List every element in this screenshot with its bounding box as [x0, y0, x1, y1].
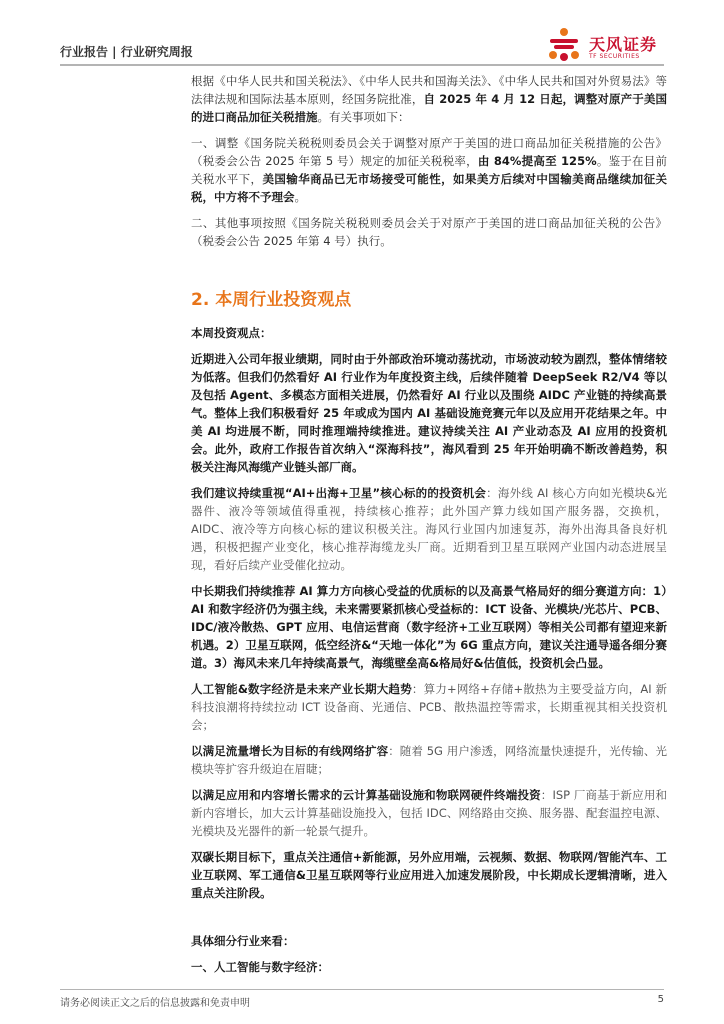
viewpoint-paragraph-6 [191, 786, 667, 840]
bold-text-run: 美国输华商品已无市场接受可能性，如果美方后续对中国输美商品继续加征关税，中方将不予理会 [191, 172, 668, 204]
text-run: 。 [294, 190, 306, 204]
subsection-intro [191, 932, 667, 950]
viewpoint-paragraph-4 [191, 680, 667, 734]
logo-text-en: TF SECURITIES [589, 53, 640, 60]
bold-text-run: 以满足流量增长为目标的有线网络扩容 [191, 744, 389, 758]
disclaimer-note: 请务必阅读正文之后的信息披露和免责申明 [60, 998, 250, 1009]
text-run: ：随着 5G 用户渗透，网络流量快速提升，光传输、光模块等扩容升级迫在眉睫； [191, 744, 667, 776]
text-run: 一、调整《国务院关税税则委员会关于调整对原产于美国的进口商品加征关税措施的公告》（税委会公告 2025 年第 5 号）规定的加征关税税率， [191, 136, 667, 168]
bold-text-run: 本周投资观点： [191, 326, 272, 340]
intro-paragraph-1 [191, 72, 667, 126]
section-subheading [191, 324, 667, 342]
bold-text-run: 具体细分行业来看： [191, 934, 295, 948]
bold-text-run: 中长期我们持续推荐 AI 算力方向核心受益的优质标的以及高景气格局好的细分赛道方向：1）AI 和数字经济仍为强主线，未来需要紧抓核心受益标的：ICT 设备、光模块/光芯片、PCB、IDC/液冷散热、GPT 应用、电信运营商（数字经济+工业互联网）等相关公司都有望迎来新机遇。2）卫星互联网，低空经济&“天地一体化”为 6G 重点方向，建议关注通导遥各细分赛道。3）海风未来几年持续高景气，海缆壁垒高&格局好&估值低，投资机会凸显。 [191, 584, 667, 670]
viewpoint-paragraph-1 [191, 350, 667, 476]
text-run: 根据《中华人民共和国关税法》、《中华人民共和国海关法》、《中华人民共和国对外贸易法》等法律法规和国际法基本原则，经国务院批准， [191, 74, 667, 106]
doc-type-label: 行业报告 | 行业研究周报 [60, 45, 193, 59]
bold-text-run: 我们建议持续重视“AI+出海+卫星”核心标的的投资机会 [191, 486, 487, 500]
logo-mark-icon [544, 26, 584, 64]
bold-text-run: 以满足应用和内容增长需求的云计算基础设施和物联网硬件终端投资 [191, 788, 541, 802]
bold-text-run: 近期进入公司年报业绩期，同时由于外部政治环境动荡扰动，市场波动较为剧烈，整体情绪较为低落。但我们仍然看好 AI 行业作为年度投资主线，后续伴随着 DeepSeek R2/V4 等以及包括 Agent、多模态方面相关进展，仍然看好 AI 行业以及围绕 AIDC 产业链的持续高景气。整体上我们积极看好 25 年或成为国内 AI 基础设施竞赛元年以及应用开花结果之年。中美 AI 均进展不断，同时推理端持续推进。建议持续关注 AI 产业动态及 AI 应用的投资机会。此外，政府工作报告首次纳入“深海科技”，海风看到 25 年开始明确不断改善趋势，积极关注海风海缆产业链头部厂商。 [191, 352, 667, 474]
bold-text-run: 双碳长期目标下，重点关注通信+新能源，另外应用端，云视频、数据、物联网/智能汽车、工业互联网、军工通信&卫星互联网等行业应用进入加速发展阶段，中长期成长逻辑清晰，进入重点关注阶段。 [191, 850, 667, 900]
footer-divider [60, 989, 664, 990]
intro-paragraph-3: 二、其他事项按照《国务院关税税则委员会关于对原产于美国的进口商品加征关税的公告》（税委会公告 2025 年第 4 号）执行。 [191, 216, 667, 248]
intro-paragraph-2 [191, 134, 667, 206]
text-run: ：算力+网络+存储+散热为主要受益方向，AI 新科技浪潮将持续拉动 ICT 设备商、光通信、PCB、散热温控等需求，长期重视其相关投资机会； [191, 682, 667, 732]
bold-text-run: 由 84%提高至 125% [477, 154, 597, 168]
text-run: 。鉴于在目前关税水平下， [191, 154, 668, 186]
header-divider [60, 64, 664, 66]
viewpoint-paragraph-2 [191, 484, 667, 574]
text-run: ：海外线 AI 核心方向如光模块&光器件、液冷等领域值得重视，持续核心推荐；此外国产算力线如国产服务器，交换机，AIDC、液冷等方向核心标的建议积极关注。海风行业国内加速复苏，海外出海具备良好机遇，积极把握产业变化，核心推荐海缆龙头厂商。近期看到卫星互联网产业国内动态进展呈现，看好后续产业受催化拉动。 [191, 486, 667, 572]
text-run: 。有关事项如下： [317, 110, 410, 124]
subsection-heading-ai [191, 958, 667, 976]
page-number: 5 [657, 994, 664, 1005]
main-content [191, 70, 667, 976]
viewpoint-paragraph-3 [191, 582, 667, 672]
bold-text-run: 自 2025 年 4 月 12 日起，调整对原产于美国的进口商品加征关税措施 [191, 92, 667, 124]
viewpoint-paragraph-5 [191, 742, 667, 778]
bold-text-run: 人工智能&数字经济是未来产业长期大趋势 [191, 682, 412, 696]
section-heading: 2. 本周行业投资观点 [191, 290, 352, 310]
logo-text-cn: 天风证券 [589, 35, 658, 54]
bold-text-run: 一、人工智能与数字经济： [191, 960, 329, 974]
text-run: ：ISP 厂商基于新应用和新内容增长，加大云计算基础设施投入，包括 IDC、网络路由交换、服务器、配套温控电源、光模块及光器件的新一轮景气提升。 [191, 788, 667, 838]
company-logo [544, 24, 664, 68]
viewpoint-paragraph-7 [191, 848, 667, 902]
